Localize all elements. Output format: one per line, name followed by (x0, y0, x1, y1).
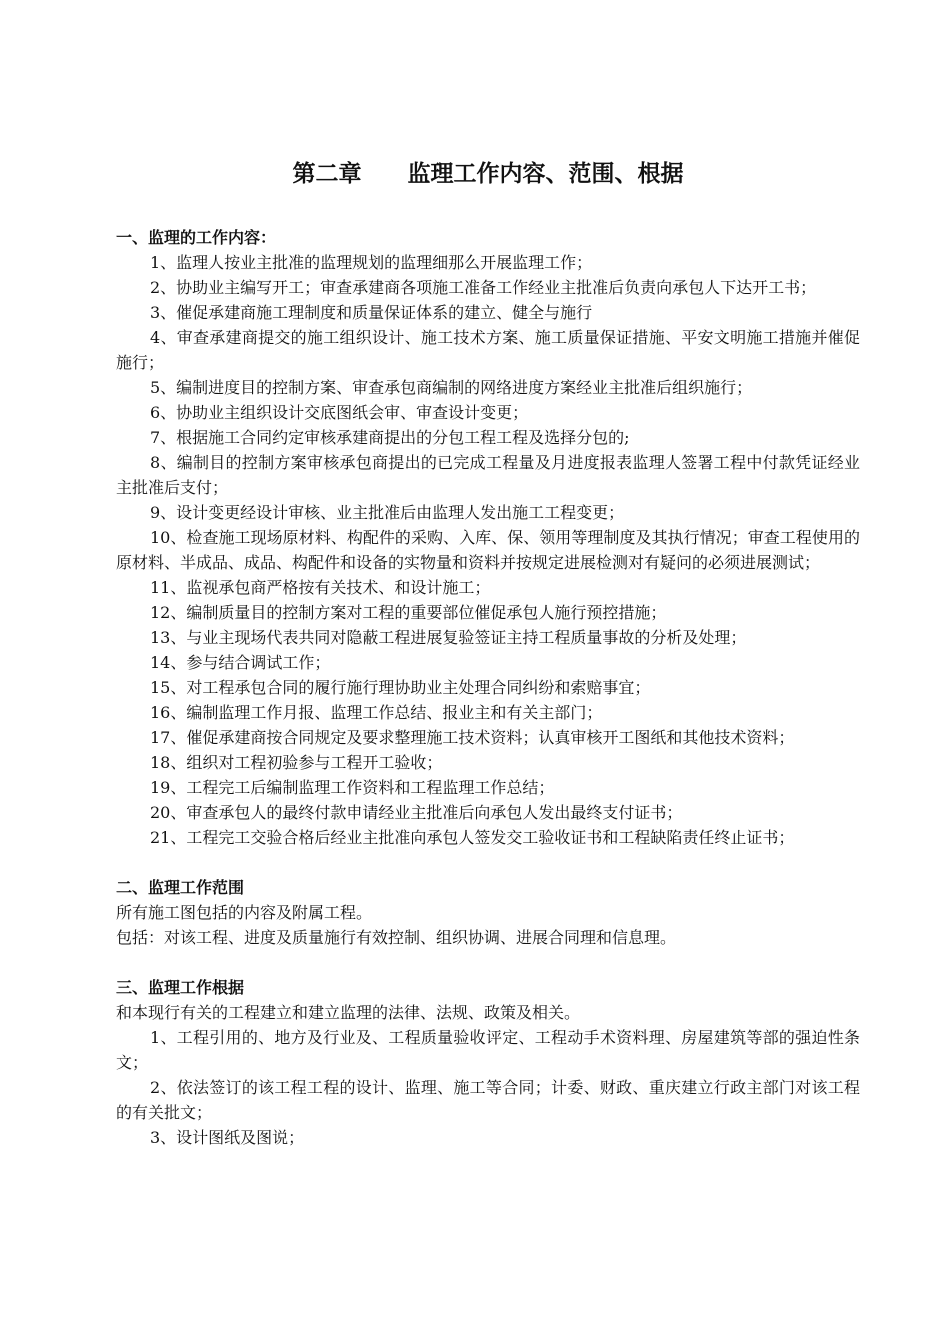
paragraph: 包括：对该工程、进度及质量施行有效控制、组织协调、进展合同理和信息理。 (116, 928, 677, 947)
list-item: 8、编制目的控制方案审核承包商提出的已完成工程量及月进度报表监理人签署工程中付款凭证经业主批准后支付； (116, 453, 860, 497)
list-item: 16、编制监理工作月报、监理工作总结、报业主和有关主部门； (150, 703, 603, 722)
chapter-title: 第二章 监理工作内容、范围、根据 (292, 161, 684, 187)
section-spacer (116, 850, 860, 875)
section-work-content (116, 225, 860, 850)
list-item: 5、编制进度目的控制方案、审查承包商编制的网络进度方案经业主批准后组织施行； (150, 378, 753, 397)
list-item: 6、协助业主组织设计交底图纸会审、审查设计变更； (150, 403, 529, 422)
section-work-basis (116, 975, 860, 1150)
list-item: 12、编制质量目的控制方案对工程的重要部位催促承包人施行预控措施； (150, 603, 667, 622)
list-item: 7、根据施工合同约定审核承建商提出的分包工程工程及选择分包的; (150, 428, 630, 447)
section-heading: 二、监理工作范围 (116, 878, 245, 897)
list-item: 3、设计图纸及图说； (150, 1128, 305, 1147)
list-item: 13、与业主现场代表共同对隐蔽工程进展复验签证主持工程质量事故的分析及处理； (150, 628, 747, 647)
list-item: 3、催促承建商施工理制度和质量保证体系的建立、健全与施行 (150, 303, 593, 322)
list-item: 1、监理人按业主批准的监理规划的监理细那么开展监理工作； (150, 253, 593, 272)
list-item: 20、审查承包人的最终付款申请经业主批准后向承包人发出最终支付证书； (150, 803, 683, 822)
list-item: 10、检查施工现场原材料、构配件的采购、入库、保、领用等理制度及其执行情况；审查工程使用的原材料、半成品、成品、构配件和设备的实物量和资料并按规定进展检测对有疑问的必须进展测试； (116, 528, 860, 572)
paragraph: 和本现行有关的工程建立和建立监理的法律、法规、政策及相关。 (116, 1003, 581, 1022)
document-page (116, 156, 860, 1150)
list-item: 9、设计变更经设计审核、业主批准后由监理人发出施工工程变更； (150, 503, 625, 522)
section-heading: 一、监理的工作内容： (116, 228, 277, 247)
list-item: 19、工程完工后编制监理工作资料和工程监理工作总结； (150, 778, 555, 797)
section-spacer (116, 950, 860, 975)
section-heading: 三、监理工作根据 (116, 978, 245, 997)
section-work-scope (116, 875, 860, 950)
list-item: 14、参与结合调试工作； (150, 653, 331, 672)
list-item: 4、审查承建商提交的施工组织设计、施工技术方案、施工质量保证措施、平安文明施工措施并催促施行； (116, 328, 860, 372)
list-item: 21、工程完工交验合格后经业主批准向承包人签发交工验收证书和工程缺陷责任终止证书； (150, 828, 795, 847)
list-item: 18、组织对工程初验参与工程开工验收； (150, 753, 443, 772)
list-item: 17、催促承建商按合同规定及要求整理施工技术资料；认真审核开工图纸和其他技术资料； (150, 728, 795, 747)
list-item: 1、工程引用的、地方及行业及、工程质量验收评定、工程动手术资料理、房屋建筑等部的强迫性条文； (116, 1028, 860, 1072)
list-item: 11、监视承包商严格按有关技术、和设计施工； (150, 578, 491, 597)
list-item: 2、依法签订的该工程工程的设计、监理、施工等合同；计委、财政、重庆建立行政主部门对该工程的有关批文； (116, 1078, 860, 1122)
list-item: 15、对工程承包合同的履行施行理协助业主处理合同纠纷和索赔事宜； (150, 678, 651, 697)
paragraph: 所有施工图包括的内容及附属工程。 (116, 903, 373, 922)
list-item: 2、协助业主编写开工；审查承建商各项施工准备工作经业主批准后负责向承包人下达开工书； (150, 278, 817, 297)
